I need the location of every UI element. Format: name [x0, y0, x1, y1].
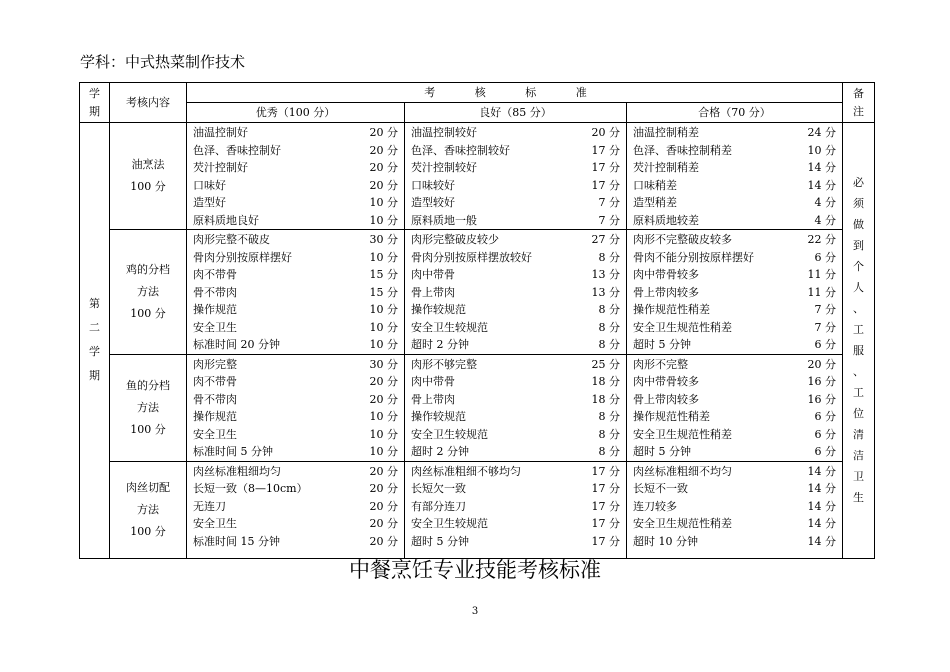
criterion-score: 20 分: [369, 482, 398, 495]
criterion-score: 14 分: [807, 161, 836, 174]
header-term-char: 学: [89, 87, 100, 100]
criterion-name: 标准时间 20 分钟: [193, 338, 280, 351]
criterion-score: 15 分: [369, 268, 398, 281]
criterion-name: 超时 5 分钟: [633, 445, 691, 458]
criterion-score: 17 分: [591, 161, 620, 174]
criterion-score: 16 分: [807, 392, 836, 406]
criterion: [627, 266, 842, 284]
item-label-line: 100 分: [130, 422, 166, 436]
item-label-line: 100 分: [130, 180, 166, 193]
criterion: [187, 249, 404, 267]
criterion-score: 18 分: [591, 392, 620, 406]
criterion: [627, 124, 842, 142]
criterion-score: 30 分: [369, 233, 398, 246]
criterion: [627, 319, 842, 337]
item-label-line: 方法: [137, 400, 159, 414]
criterion-name: 超时 5 分钟: [633, 338, 691, 351]
item-label-line: 100 分: [130, 306, 166, 320]
criterion-score: 10 分: [369, 410, 398, 423]
item-cell: [110, 354, 187, 461]
criterion-name: 操作较规范: [411, 410, 466, 423]
criterion-name: 油温控制好: [193, 126, 248, 139]
criterion: [187, 266, 404, 284]
criterion-name: 肉形完整不破皮: [193, 233, 270, 246]
criterion-name: 安全卫生: [193, 427, 237, 441]
criterion: [187, 212, 404, 230]
criterion: [187, 319, 404, 337]
criterion: [187, 284, 404, 302]
remark-char: 须: [853, 197, 864, 211]
criterion-name: 骨上带肉: [411, 285, 455, 299]
criterion-name: 超时 2 分钟: [411, 338, 469, 351]
criterion: [627, 212, 842, 230]
criterion: [187, 480, 404, 498]
criterion: [627, 408, 842, 426]
criterion: [627, 336, 842, 354]
criterion-score: 10 分: [369, 303, 398, 316]
criterion-score: 18 分: [591, 375, 620, 388]
criterion-score: 10 分: [369, 445, 398, 458]
criterion-name: 口味较好: [411, 178, 455, 192]
criterion: [187, 177, 404, 195]
criterion-name: 安全卫生规范性稍差: [633, 517, 732, 530]
remark-char: 个: [853, 260, 864, 274]
criterion: [187, 194, 404, 212]
criterion: [627, 249, 842, 267]
header-item: 考核内容: [110, 83, 187, 123]
header-term: [80, 83, 110, 123]
remark-char: 必: [853, 176, 864, 190]
criterion-name: 超时 5 分钟: [411, 534, 469, 548]
term-char: 二: [89, 321, 100, 335]
criterion: [627, 515, 842, 533]
criterion: [627, 498, 842, 516]
criterion: [405, 373, 626, 391]
criterion-score: 14 分: [807, 499, 836, 513]
header-grade-excellent: 优秀（100 分）: [187, 103, 405, 123]
criterion-score: 20 分: [369, 161, 398, 174]
criterion-name: 色泽、香味控制好: [193, 143, 281, 157]
criterion: [187, 426, 404, 444]
criterion: [405, 515, 626, 533]
criterion-name: 安全卫生: [193, 517, 237, 530]
item-cell: [110, 461, 187, 558]
criterion-score: 17 分: [591, 143, 620, 157]
criteria-cell-excellent: [187, 230, 405, 355]
criterion-name: 标准时间 15 分钟: [193, 534, 280, 548]
criterion-score: 14 分: [807, 178, 836, 192]
criterion-score: 20 分: [369, 143, 398, 157]
criterion-name: 操作较规范: [411, 303, 466, 316]
criterion-score: 10 分: [369, 196, 398, 209]
remark-char: 、: [853, 302, 864, 316]
criterion: [405, 426, 626, 444]
criterion-score: 7 分: [598, 213, 620, 227]
criterion-name: 色泽、香味控制稍差: [633, 143, 732, 157]
criterion-name: 肉丝标准粗细不均匀: [633, 464, 732, 478]
criterion: [405, 443, 626, 461]
criterion-score: 14 分: [807, 464, 836, 478]
criterion-score: 30 分: [369, 357, 398, 371]
item-label-line: 鸡的分档: [126, 262, 170, 276]
criterion: [627, 356, 842, 374]
criterion-name: 有部分连刀: [411, 499, 466, 513]
item-label-line: 鱼的分档: [126, 378, 170, 392]
criterion-score: 6 分: [814, 445, 836, 458]
criterion: [187, 356, 404, 374]
criterion-name: 原料质地良好: [193, 213, 259, 227]
criterion-name: 安全卫生较规范: [411, 427, 488, 441]
criterion-score: 15 分: [369, 285, 398, 299]
criterion: [187, 159, 404, 177]
criterion-name: 骨上带肉较多: [633, 285, 699, 299]
assessment-table-container: [79, 82, 874, 557]
criterion: [627, 373, 842, 391]
criterion-score: 8 分: [598, 303, 620, 316]
criterion: [405, 124, 626, 142]
criterion: [627, 480, 842, 498]
criterion-score: 4 分: [814, 213, 836, 227]
criterion: [627, 533, 842, 551]
criterion: [187, 373, 404, 391]
criterion: [187, 498, 404, 516]
item-label-line: 肉丝切配: [126, 480, 170, 494]
remark-char: 工: [853, 323, 864, 337]
item-cell: [110, 123, 187, 230]
remark-char: 位: [853, 407, 864, 421]
header-grade-pass: 合格（70 分）: [627, 103, 843, 123]
criterion: [187, 142, 404, 160]
criterion-score: 24 分: [807, 126, 836, 139]
term-cell: [80, 123, 110, 559]
criteria-cell-good: [405, 354, 627, 461]
criterion: [627, 284, 842, 302]
criterion-name: 原料质地较差: [633, 213, 699, 227]
criterion-name: 原料质地一般: [411, 213, 477, 227]
criterion-score: 7 分: [814, 303, 836, 316]
header-term-char: 期: [89, 104, 100, 118]
criteria-cell-excellent: [187, 354, 405, 461]
page-number: 3: [471, 606, 479, 617]
criterion: [627, 301, 842, 319]
criterion-score: 11 分: [807, 268, 836, 281]
criterion-name: 骨不带肉: [193, 392, 237, 406]
header-remark-char: 注: [853, 104, 864, 118]
criterion-name: 超时 10 分钟: [633, 534, 698, 548]
criterion-score: 8 分: [598, 338, 620, 351]
header-standard: 考 核 标 准: [187, 83, 843, 103]
criterion-name: 安全卫生较规范: [411, 517, 488, 530]
criterion-name: 骨上带肉较多: [633, 392, 699, 406]
criterion-name: 肉形不完整: [633, 357, 688, 371]
criterion: [187, 463, 404, 481]
criteria-cell-good: [405, 230, 627, 355]
criterion: [187, 231, 404, 249]
criterion-score: 20 分: [369, 178, 398, 192]
criterion-score: 10 分: [369, 427, 398, 441]
remark-char: 卫: [853, 470, 864, 484]
criterion-name: 长短欠一致: [411, 482, 466, 495]
remark-char: 做: [853, 218, 864, 232]
criterion: [627, 159, 842, 177]
criterion-name: 芡汁控制稍差: [633, 161, 699, 174]
criterion: [405, 142, 626, 160]
criterion: [187, 336, 404, 354]
criterion: [187, 301, 404, 319]
item-label-line: 100 分: [130, 524, 166, 538]
criterion-name: 安全卫生: [193, 320, 237, 334]
criterion-score: 10 分: [369, 250, 398, 264]
criterion: [405, 408, 626, 426]
section-row: [80, 461, 875, 558]
criterion-score: 20 分: [369, 126, 398, 139]
criterion-score: 20 分: [369, 517, 398, 530]
criterion-score: 10 分: [807, 143, 836, 157]
criterion-score: 8 分: [598, 410, 620, 423]
criterion-name: 肉形不完整破皮较多: [633, 233, 732, 246]
criterion-name: 操作规范性稍差: [633, 410, 710, 423]
criterion-name: 骨肉不能分别按原样摆好: [633, 250, 754, 264]
criterion-name: 骨肉分别按原样摆好: [193, 250, 292, 264]
criterion-score: 20 分: [807, 357, 836, 371]
criterion-score: 6 分: [814, 427, 836, 441]
remark-char: 服: [853, 344, 864, 358]
criteria-cell-good: [405, 123, 627, 230]
criterion: [187, 408, 404, 426]
criterion: [405, 463, 626, 481]
criteria-cell-excellent: [187, 123, 405, 230]
criterion-score: 17 分: [591, 464, 620, 478]
criterion-score: 11 分: [807, 285, 836, 299]
remark-char: 工: [853, 386, 864, 400]
criterion: [187, 443, 404, 461]
document-title: 中餐烹饪专业技能考核标准: [349, 558, 601, 582]
criterion: [627, 391, 842, 409]
criterion-name: 肉中带骨: [411, 268, 455, 281]
header-remark-char: 备: [853, 87, 864, 100]
criterion-name: 肉不带骨: [193, 375, 237, 388]
criterion-name: 操作规范: [193, 303, 237, 316]
criterion-score: 17 分: [591, 178, 620, 192]
section-row: [80, 354, 875, 461]
criterion-score: 20 分: [369, 375, 398, 388]
criterion: [627, 231, 842, 249]
criterion-score: 20 分: [369, 499, 398, 513]
criterion-score: 20 分: [369, 464, 398, 478]
criterion-score: 10 分: [369, 213, 398, 227]
criterion-score: 8 分: [598, 445, 620, 458]
criterion-name: 安全卫生较规范: [411, 320, 488, 334]
criterion-name: 标准时间 5 分钟: [193, 445, 273, 458]
criterion-name: 安全卫生规范性稍差: [633, 427, 732, 441]
criterion-score: 17 分: [591, 534, 620, 548]
criterion: [405, 266, 626, 284]
criterion-name: 肉丝标准粗细均匀: [193, 464, 281, 478]
criterion-score: 7 分: [598, 196, 620, 209]
criteria-cell-excellent: [187, 461, 405, 558]
criterion: [405, 194, 626, 212]
item-label-line: 油烹法: [131, 158, 165, 171]
criterion: [405, 533, 626, 551]
remark-char: 生: [853, 491, 864, 505]
criterion-score: 16 分: [807, 375, 836, 388]
criterion-score: 7 分: [814, 320, 836, 334]
criterion: [627, 443, 842, 461]
criterion: [405, 480, 626, 498]
criterion-name: 操作规范: [193, 410, 237, 423]
remark-char: 清: [853, 428, 864, 442]
item-cell: [110, 230, 187, 355]
remark-cell: [843, 123, 875, 559]
criterion-name: 肉形不够完整: [411, 357, 477, 371]
assessment-table: [79, 82, 875, 559]
criteria-cell-good: [405, 461, 627, 558]
header-grade-good: 良好（85 分）: [405, 103, 627, 123]
criterion: [405, 498, 626, 516]
remark-char: 人: [853, 281, 864, 295]
criterion-score: 20 分: [369, 392, 398, 406]
criterion-name: 造型稍差: [633, 196, 677, 209]
header-remark: [843, 83, 875, 123]
criterion: [187, 533, 404, 551]
criterion: [187, 391, 404, 409]
criteria-cell-pass: [627, 123, 843, 230]
criterion-score: 10 分: [369, 320, 398, 334]
criterion-name: 油温控制稍差: [633, 126, 699, 139]
section-row: [80, 123, 875, 230]
criterion-score: 22 分: [807, 233, 836, 246]
criterion: [405, 159, 626, 177]
criterion-score: 27 分: [591, 233, 620, 246]
criterion: [627, 426, 842, 444]
criterion: [187, 515, 404, 533]
criterion-name: 肉中带骨较多: [633, 268, 699, 281]
criterion-score: 8 分: [598, 427, 620, 441]
criterion-score: 14 分: [807, 482, 836, 495]
criterion-name: 造型较好: [411, 196, 455, 209]
remark-char: 到: [853, 239, 864, 253]
criterion-score: 14 分: [807, 517, 836, 530]
criterion: [405, 177, 626, 195]
term-char: 第: [89, 297, 100, 311]
criterion-name: 油温控制较好: [411, 126, 477, 139]
criterion-name: 口味好: [193, 178, 226, 192]
criterion-name: 超时 2 分钟: [411, 445, 469, 458]
criterion: [627, 463, 842, 481]
criterion-name: 色泽、香味控制较好: [411, 143, 510, 157]
criterion: [627, 177, 842, 195]
criterion: [405, 356, 626, 374]
criteria-cell-pass: [627, 230, 843, 355]
criteria-cell-pass: [627, 461, 843, 558]
section-row: [80, 230, 875, 355]
criterion-score: 8 分: [598, 250, 620, 264]
term-char: 学: [89, 345, 100, 359]
criterion-score: 10 分: [369, 338, 398, 351]
criterion-score: 20 分: [591, 126, 620, 139]
criterion: [405, 249, 626, 267]
criterion-name: 肉丝标准粗细不够均匀: [411, 464, 521, 478]
criterion: [405, 301, 626, 319]
criterion-name: 无连刀: [193, 499, 226, 513]
criterion: [405, 319, 626, 337]
criterion-score: 17 分: [591, 517, 620, 530]
criterion: [405, 284, 626, 302]
criterion-name: 肉中带骨较多: [633, 375, 699, 388]
term-char: 期: [89, 369, 100, 383]
criterion-name: 芡汁控制好: [193, 161, 248, 174]
criterion-name: 造型好: [193, 196, 226, 209]
criterion-name: 骨上带肉: [411, 392, 455, 406]
criterion-score: 13 分: [591, 268, 620, 281]
criterion-score: 17 分: [591, 482, 620, 495]
item-label-line: 方法: [137, 502, 159, 516]
criterion-score: 6 分: [814, 338, 836, 351]
criteria-cell-pass: [627, 354, 843, 461]
criterion-score: 8 分: [598, 320, 620, 334]
criterion-name: 骨不带肉: [193, 285, 237, 299]
criterion: [405, 231, 626, 249]
item-label-line: 方法: [137, 284, 159, 298]
criterion: [405, 212, 626, 230]
criterion-score: 6 分: [814, 250, 836, 264]
criterion-score: 25 分: [591, 357, 620, 371]
criterion-name: 肉形完整破皮较少: [411, 233, 499, 246]
criterion-score: 14 分: [807, 534, 836, 548]
criterion-score: 13 分: [591, 285, 620, 299]
criterion-name: 肉形完整: [193, 357, 237, 371]
criterion-score: 17 分: [591, 499, 620, 513]
criterion-score: 20 分: [369, 534, 398, 548]
criterion: [187, 124, 404, 142]
criterion-name: 肉不带骨: [193, 268, 237, 281]
remark-char: 洁: [853, 449, 864, 463]
criterion-name: 长短一致（8—10cm）: [193, 482, 308, 495]
criterion: [405, 391, 626, 409]
criterion: [627, 142, 842, 160]
criterion-name: 连刀较多: [633, 499, 677, 513]
criterion: [405, 336, 626, 354]
criterion-score: 4 分: [814, 196, 836, 209]
criterion-score: 6 分: [814, 410, 836, 423]
criterion-name: 长短不一致: [633, 482, 688, 495]
criterion-name: 骨肉分别按原样摆放较好: [411, 250, 532, 264]
criterion-name: 安全卫生规范性稍差: [633, 320, 732, 334]
remark-char: 、: [853, 365, 864, 379]
subject-line: 学科：中式热菜制作技术: [80, 53, 246, 71]
criterion: [627, 194, 842, 212]
criterion-name: 操作规范性稍差: [633, 303, 710, 316]
criterion-name: 口味稍差: [633, 178, 677, 192]
criterion-name: 肉中带骨: [411, 375, 455, 388]
criterion-name: 芡汁控制较好: [411, 161, 477, 174]
